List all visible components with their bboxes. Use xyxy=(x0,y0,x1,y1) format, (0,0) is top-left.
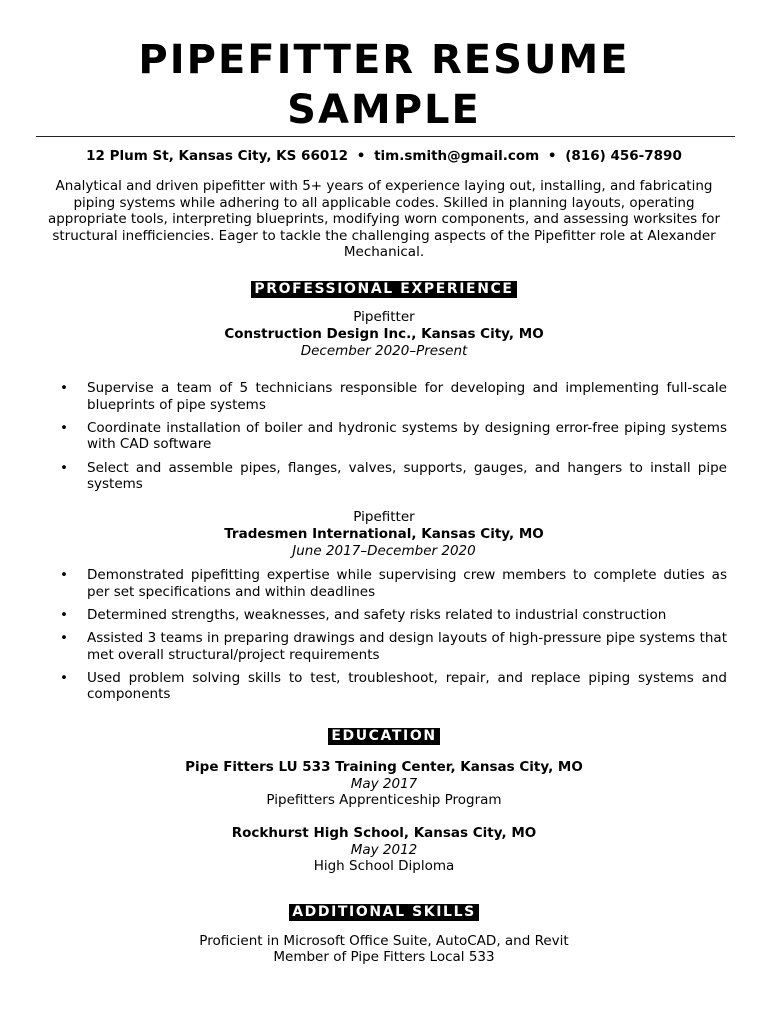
school-1-date: May 2017 xyxy=(350,776,418,792)
list-item xyxy=(60,630,727,663)
education-section-heading xyxy=(0,725,768,745)
summary-paragraph: Analytical and driven pipefitter with 5+ years of experience laying out, installing, and fabricating piping systems while adhering to all applicable codes. Skilled in planning layouts, operating appropriate tools, interpreting blueprints, modifying worn components, and assessing worksites for structural inefficiencies. Eager to tackle the challenging aspects of the Pipefitter role at Alexander Mechanical. xyxy=(47,178,721,261)
job-1-role: Pipefitter xyxy=(353,309,415,325)
resume-title-line-2: SAMPLE xyxy=(287,87,481,133)
bullet-text: Demonstrated pipefitting expertise while supervising crew members to complete duties as per set specifications and within deadlines xyxy=(87,567,727,600)
bullet-marker: • xyxy=(60,669,68,686)
list-item xyxy=(60,420,727,453)
bullet-marker: • xyxy=(60,567,68,583)
job-2-bullet-list xyxy=(60,567,727,710)
contact-separator: • xyxy=(356,148,366,164)
bullet-marker: • xyxy=(60,459,68,476)
bullet-text: Used problem solving skills to test, troubleshoot, repair, and replace piping systems and components xyxy=(87,669,727,703)
resume-title-line-1: PIPEFITTER RESUME xyxy=(138,37,630,83)
education-heading-label: EDUCATION xyxy=(328,728,439,745)
job-2-role: Pipefitter xyxy=(353,509,415,525)
job-1-bullet-list xyxy=(60,380,727,499)
list-item xyxy=(60,460,727,493)
school-2-program: High School Diploma xyxy=(313,858,455,874)
school-1-name: Pipe Fitters LU 533 Training Center, Kansas City, MO xyxy=(185,759,583,775)
list-item xyxy=(60,607,727,624)
bullet-marker: • xyxy=(60,380,68,396)
school-1-program: Pipefitters Apprenticeship Program xyxy=(266,792,502,808)
skill-item: Proficient in Microsoft Office Suite, AutoCAD, and Revit xyxy=(199,933,569,949)
job-1-company: Construction Design Inc., Kansas City, MO xyxy=(224,326,544,342)
list-item xyxy=(60,670,727,703)
bullet-text: Select and assemble pipes, flanges, valves, supports, gauges, and hangers to install pipe systems xyxy=(87,459,727,493)
bullet-text: Coordinate installation of boiler and hydronic systems by designing error-free piping systems with CAD software xyxy=(87,419,727,453)
job-2-dates: June 2017–December 2020 xyxy=(292,543,476,559)
bullet-text: Assisted 3 teams in preparing drawings and design layouts of high-pressure pipe systems that met overall structural/project requirements xyxy=(87,629,727,663)
list-item xyxy=(60,567,727,600)
job-2-company: Tradesmen International, Kansas City, MO xyxy=(224,526,544,542)
bullet-marker: • xyxy=(60,606,68,623)
bullet-marker: • xyxy=(60,419,68,436)
header-divider xyxy=(36,136,735,137)
bullet-text: Determined strengths, weaknesses, and safety risks related to industrial construction xyxy=(87,606,667,623)
bullet-marker: • xyxy=(60,629,68,646)
skill-item: Member of Pipe Fitters Local 533 xyxy=(273,949,495,965)
skills-section-heading xyxy=(0,901,768,921)
experience-section-heading xyxy=(0,278,768,298)
job-1-dates: December 2020–Present xyxy=(300,343,468,359)
skills-heading-label: ADDITIONAL SKILLS xyxy=(289,904,479,921)
contact-separator: • xyxy=(547,148,557,164)
school-2-date: May 2012 xyxy=(350,842,418,858)
bullet-text: Supervise a team of 5 technicians responsible for developing and implementing full-scale blueprints of pipe systems xyxy=(87,380,727,413)
contact-phone: (816) 456-7890 xyxy=(565,148,682,164)
contact-email[interactable]: tim.smith@gmail.com xyxy=(374,148,540,164)
contact-address: 12 Plum St, Kansas City, KS 66012 xyxy=(86,148,349,164)
contact-line xyxy=(0,147,768,165)
list-item xyxy=(60,380,727,413)
experience-heading-label: PROFESSIONAL EXPERIENCE xyxy=(251,281,516,298)
school-2-name: Rockhurst High School, Kansas City, MO xyxy=(231,825,537,841)
